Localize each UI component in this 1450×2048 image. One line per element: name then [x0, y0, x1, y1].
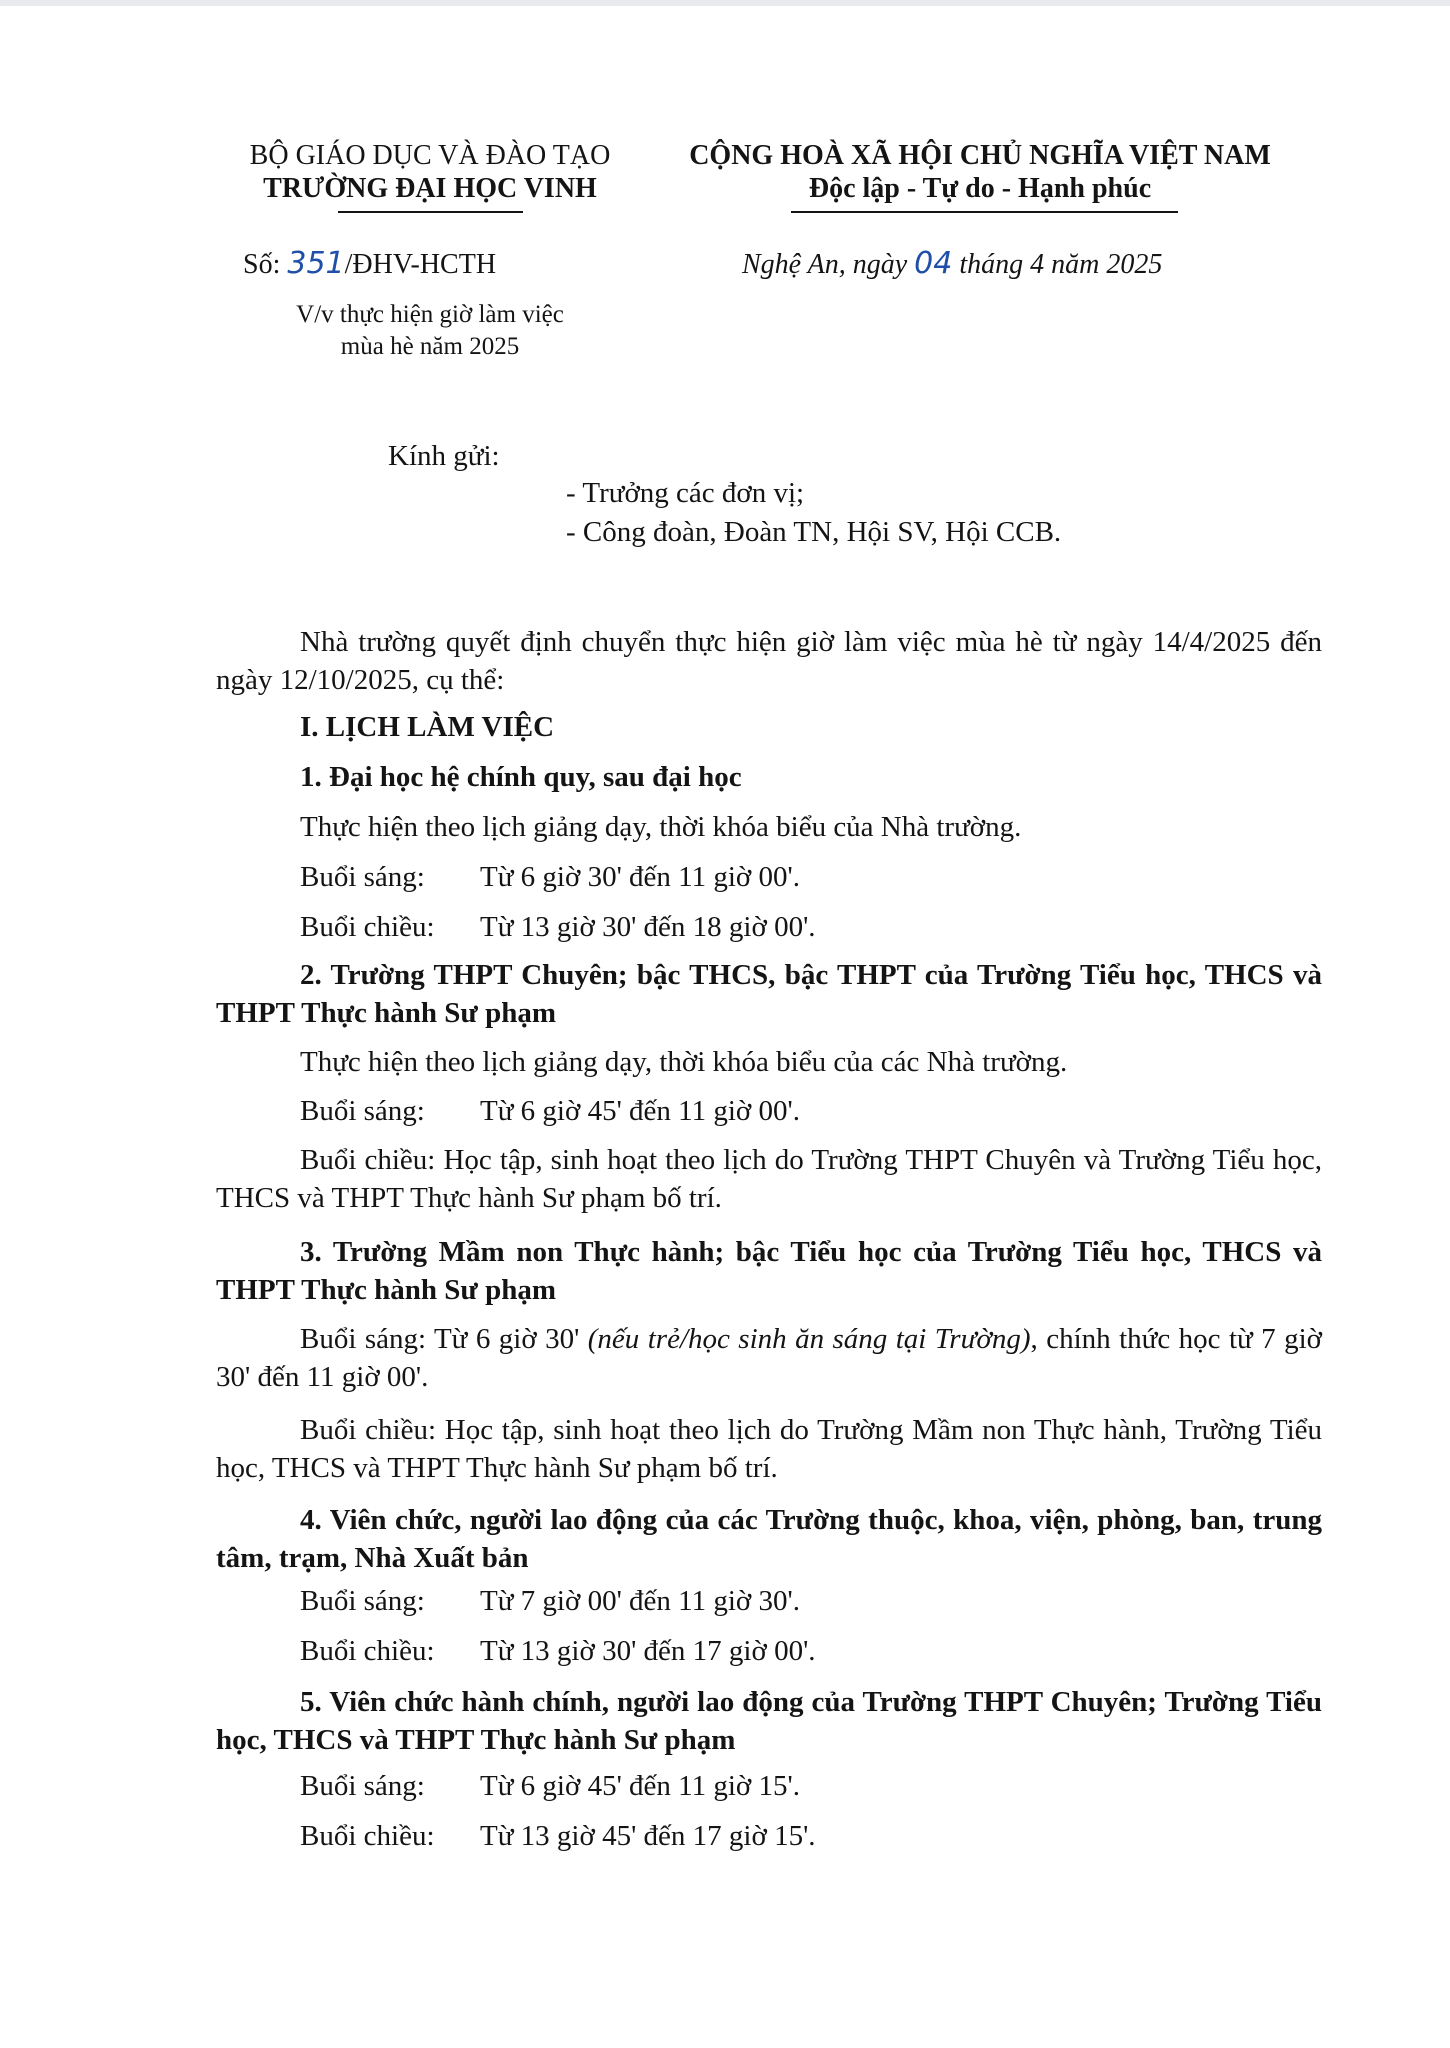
s4-afternoon: [300, 1635, 816, 1668]
date-suffix: tháng 4 năm 2025: [959, 249, 1163, 280]
s3-morning-value-italic: (nếu trẻ/học sinh ăn sáng tại Trường): [587, 1323, 1031, 1355]
intro-paragraph: Nhà trường quyết định chuyển thực hiện giờ làm việc mùa hè từ ngày 14/4/2025 đến ngày 12/10/2025, cụ thể:: [216, 626, 1322, 696]
s1-afternoon-label: Buổi chiều:: [300, 911, 435, 943]
s1-morning-value: Từ 6 giờ 30' đến 11 giờ 00'.: [480, 861, 800, 893]
number-handwritten: 351: [287, 246, 345, 281]
school-underline: [338, 211, 523, 213]
s1-afternoon-value: Từ 13 giờ 30' đến 18 giờ 00'.: [480, 911, 816, 943]
s3-title: 3. Trường Mầm non Thực hành; bậc Tiểu học của Trường Tiểu học, THCS và THPT Thực hành Sư phạm: [216, 1236, 1322, 1306]
nation-title: CỘNG HOÀ XÃ HỘI CHỦ NGHĨA VIỆT NAM: [689, 140, 1271, 171]
s3-morning-value-a: Từ 6 giờ 30': [433, 1323, 580, 1355]
document-date: [742, 246, 1162, 281]
s4-afternoon-value: Từ 13 giờ 30' đến 17 giờ 00'.: [480, 1635, 816, 1667]
s5-afternoon-value: Từ 13 giờ 45' đến 17 giờ 15'.: [480, 1820, 816, 1852]
ministry-name: BỘ GIÁO DỤC VÀ ĐÀO TẠO: [249, 140, 611, 171]
scan-top-edge: [0, 0, 1450, 6]
motto-underline: [791, 211, 1178, 213]
s1-afternoon: [300, 911, 816, 944]
s4-title: 4. Viên chức, người lao động của các Trường thuộc, khoa, viện, phòng, ban, trung tâm, trạm, Nhà Xuất bản: [216, 1504, 1322, 1574]
s1-note: Thực hiện theo lịch giảng dạy, thời khóa biểu của Nhà trường.: [300, 811, 1022, 843]
s4-afternoon-label: Buổi chiều:: [300, 1635, 435, 1667]
subject-line-2: mùa hè năm 2025: [340, 333, 520, 360]
s2-morning-value: Từ 6 giờ 45' đến 11 giờ 00'.: [480, 1095, 800, 1127]
s2-note: Thực hiện theo lịch giảng dạy, thời khóa biểu của các Nhà trường.: [300, 1046, 1068, 1078]
document-number: [243, 246, 496, 281]
s5-afternoon: [300, 1820, 816, 1853]
recipient-item: - Trưởng các đơn vị;: [566, 477, 805, 509]
recipient-item: - Công đoàn, Đoàn TN, Hội SV, Hội CCB.: [566, 516, 1062, 548]
s2-morning: [300, 1095, 800, 1128]
s3-morning: [216, 1320, 1322, 1396]
date-day-handwritten: 04: [914, 246, 953, 281]
subject-line-1: V/v thực hiện giờ làm việc: [296, 301, 564, 328]
motto: Độc lập - Tự do - Hạnh phúc: [808, 173, 1152, 204]
school-name: TRƯỜNG ĐẠI HỌC VINH: [263, 173, 597, 204]
s1-morning: [300, 861, 800, 894]
s5-title: 5. Viên chức hành chính, người lao động của Trường THPT Chuyên; Trường Tiểu học, THCS và THPT Thực hành Sư phạm: [216, 1686, 1322, 1756]
s4-morning: [300, 1585, 800, 1618]
s4-morning-value: Từ 7 giờ 00' đến 11 giờ 30'.: [480, 1585, 800, 1617]
s2-afternoon-label: Buổi chiều:: [300, 1144, 436, 1176]
s1-morning-label: Buổi sáng:: [300, 861, 425, 893]
date-prefix: Nghệ An, ngày: [742, 249, 908, 280]
s2-title: 2. Trường THPT Chuyên; bậc THCS, bậc THPT của Trường Tiểu học, THCS và THPT Thực hành Sư phạm: [216, 959, 1322, 1029]
s3-afternoon-label: Buổi chiều:: [300, 1414, 436, 1446]
s3-morning-value-b: , chính thức học từ 7 giờ 30' đến 11 giờ 00'.: [216, 1323, 1322, 1393]
s3-afternoon-value: Học tập, sinh hoạt theo lịch do Trường Mầm non Thực hành, Trường Tiểu học, THCS và THPT Thực hành Sư phạm bố trí.: [216, 1414, 1322, 1484]
section-title: I. LỊCH LÀM VIỆC: [300, 711, 555, 743]
s5-morning: [300, 1770, 800, 1803]
s2-morning-label: Buổi sáng:: [300, 1095, 425, 1127]
s2-afternoon-value: Học tập, sinh hoạt theo lịch do Trường THPT Chuyên và Trường Tiểu học, THCS và THPT Thực hành Sư phạm bố trí.: [216, 1144, 1323, 1214]
s1-title: 1. Đại học hệ chính quy, sau đại học: [300, 761, 742, 793]
s5-morning-value: Từ 6 giờ 45' đến 11 giờ 15'.: [480, 1770, 800, 1802]
s4-morning-label: Buổi sáng:: [300, 1585, 425, 1617]
number-prefix: Số:: [243, 249, 281, 280]
recipients-label: Kính gửi:: [388, 440, 500, 472]
s5-afternoon-label: Buổi chiều:: [300, 1820, 435, 1852]
s2-afternoon: [216, 1141, 1322, 1217]
s5-morning-label: Buổi sáng:: [300, 1770, 425, 1802]
number-suffix: /ĐHV-HCTH: [344, 249, 497, 280]
s3-afternoon: [216, 1411, 1322, 1487]
s3-morning-label: Buổi sáng:: [300, 1323, 427, 1355]
